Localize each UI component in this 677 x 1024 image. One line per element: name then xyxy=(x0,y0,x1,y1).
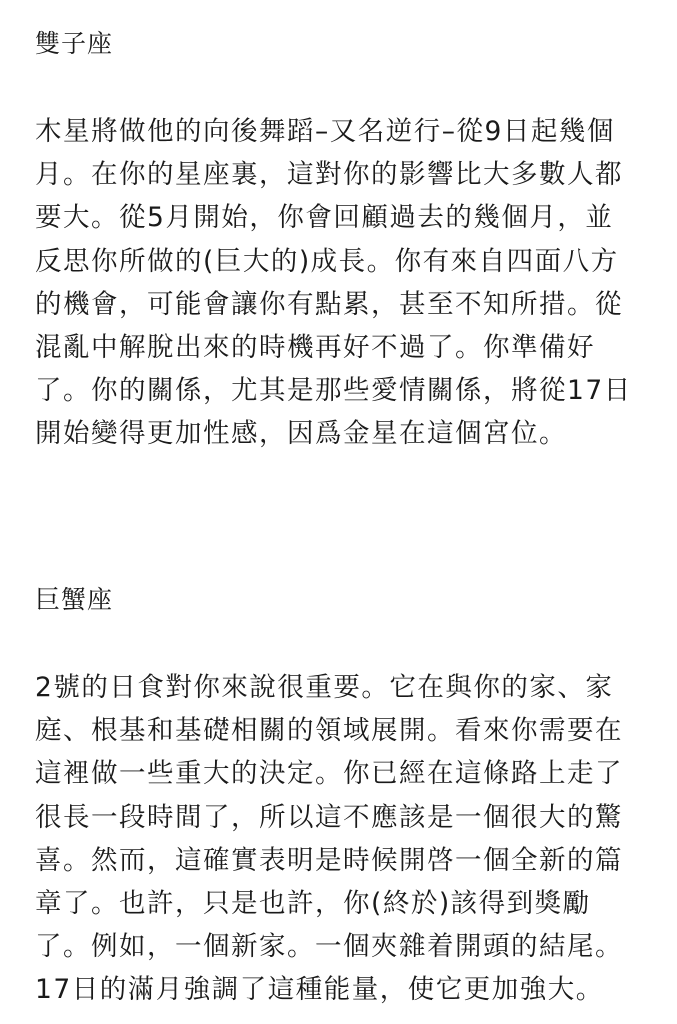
text-line: 木星將做他的向後舞蹈–又名逆行–從9日起幾個 xyxy=(35,116,615,147)
text-line: 喜。然而，這確實表明是時候開啓一個全新的篇 xyxy=(35,844,623,876)
text-line: 要大。從5月開始，你會回顧過去的幾個月，並 xyxy=(35,202,614,234)
text-line: 月。在你的星座裏，這對你的影響比大多數人都 xyxy=(35,159,623,191)
text-line: 2號的日食對你來說很重要。它在與你的家、家 xyxy=(35,672,614,703)
text-line: 的機會，可能會讓你有點累，甚至不知所措。從 xyxy=(35,288,623,320)
text-line: 開始變得更加性感，因爲金星在這個宮位。 xyxy=(35,418,567,450)
text-line: 17日的滿月強調了這種能量，使它更加強大。 xyxy=(35,974,604,1006)
section-title-gemini: 雙子座 xyxy=(35,29,114,58)
text-line: 了。例如，一個新家。一個夾雜着開頭的結尾。 xyxy=(35,931,623,963)
text-line: 反思你所做的(巨大的)成長。你有來自四面八方 xyxy=(35,245,619,277)
text-line: 混亂中解脫出來的時機再好不過了。你準備好 xyxy=(35,331,595,363)
text-line: 這裡做一些重大的決定。你已經在這條路上走了 xyxy=(35,758,623,790)
paragraph-gemini xyxy=(35,110,655,456)
text-line: 很長一段時間了，所以這不應該是一個很大的驚 xyxy=(35,801,623,833)
section-title-cancer: 巨蟹座 xyxy=(35,585,114,614)
text-line: 了。你的關係，尤其是那些愛情關係，將從17日 xyxy=(35,375,632,407)
text-line: 庭、根基和基礎相關的領域展開。看來你需要在 xyxy=(35,715,623,747)
paragraph-cancer xyxy=(35,666,655,1012)
text-line: 章了。也許，只是也許，你(終於)該得到獎勵 xyxy=(35,887,591,919)
